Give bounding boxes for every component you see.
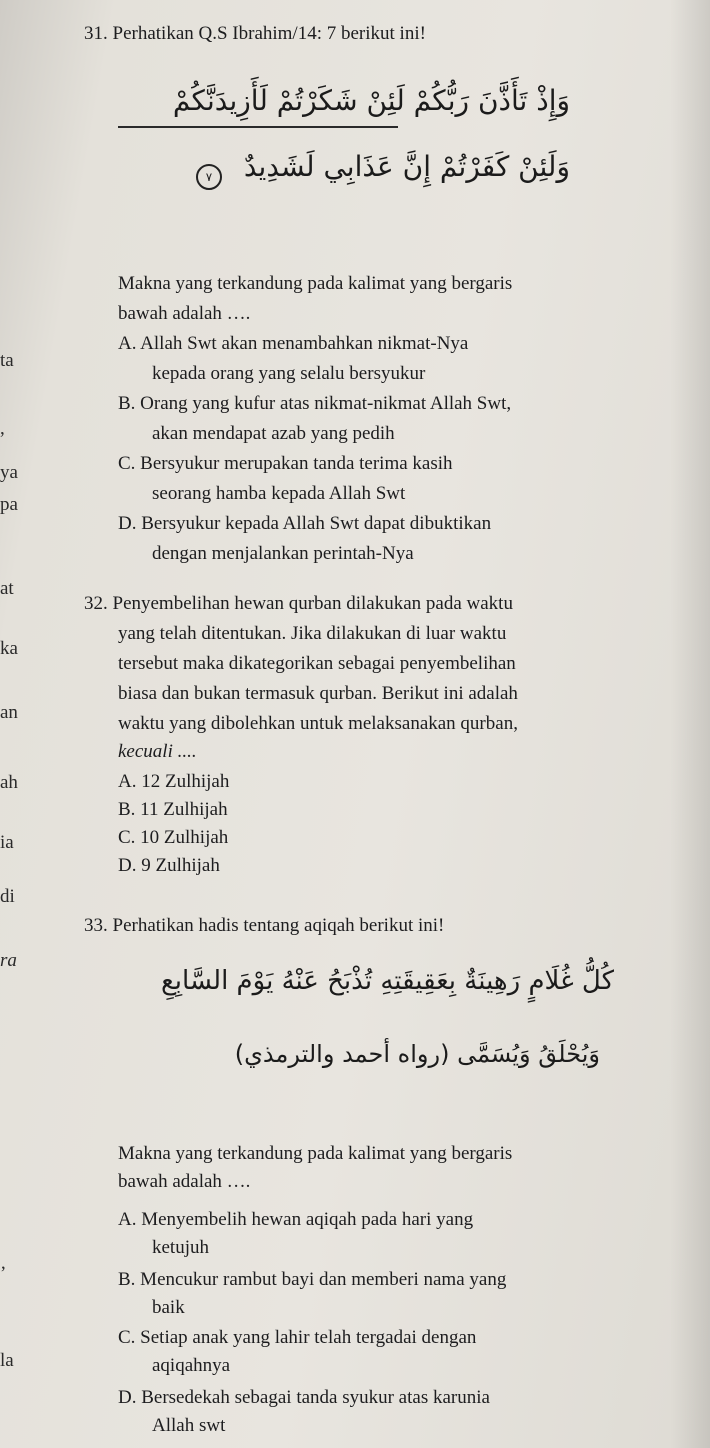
margin-fragment: ah bbox=[0, 772, 18, 793]
margin-fragment: di bbox=[0, 886, 15, 907]
q33-prompt-line-1: Makna yang terkandung pada kalimat yang bergaris bbox=[118, 1143, 513, 1164]
q33-option-d-cont: Allah swt bbox=[152, 1415, 226, 1436]
question-32-line: waktu yang dibolehkan untuk melaksanakan qurban, bbox=[118, 713, 518, 734]
q33-option-a[interactable]: A. Menyembelih hewan aqiqah pada hari yang bbox=[118, 1209, 474, 1230]
question-31-title: 31. Perhatikan Q.S Ibrahim/14: 7 berikut ini! bbox=[84, 23, 426, 44]
question-33-title: 33. Perhatikan hadis tentang aqiqah berikut ini! bbox=[84, 915, 445, 936]
margin-fragment: an bbox=[0, 702, 18, 723]
q31-option-d-cont: dengan menjalankan perintah-Nya bbox=[152, 543, 414, 564]
q33-option-b[interactable]: B. Mencukur rambut bayi dan memberi nama yang bbox=[118, 1269, 507, 1290]
margin-fragment: ra bbox=[0, 950, 17, 971]
margin-fragment: pa bbox=[0, 494, 18, 515]
q32-option-c[interactable]: C. 10 Zulhijah bbox=[118, 827, 229, 848]
margin-fragment: , bbox=[0, 418, 5, 439]
question-32-line: 32. Penyembelihan hewan qurban dilakukan pada waktu bbox=[84, 593, 513, 614]
q31-option-a[interactable]: A. Allah Swt akan menambahkan nikmat-Nya bbox=[118, 333, 469, 354]
arabic-verse-line-2: وَلَئِنْ كَفَرْتُمْ إِنَّ عَذَابِي لَشَدِيدٌ bbox=[243, 150, 570, 183]
question-32-line: kecuali .... bbox=[118, 741, 197, 762]
margin-fragment: ia bbox=[0, 832, 14, 853]
q32-option-a[interactable]: A. 12 Zulhijah bbox=[118, 771, 230, 792]
q32-option-d[interactable]: D. 9 Zulhijah bbox=[118, 855, 220, 876]
margin-fragment: la bbox=[0, 1350, 14, 1371]
arabic-hadith-line-2: وَيُحْلَقُ وَيُسَمَّى (رواه أحمد والترمذي) bbox=[234, 1040, 600, 1068]
q31-option-b[interactable]: B. Orang yang kufur atas nikmat-nikmat Allah Swt, bbox=[118, 393, 512, 414]
q32-option-b[interactable]: B. 11 Zulhijah bbox=[118, 799, 228, 820]
question-32-line: biasa dan bukan termasuk qurban. Berikut ini adalah bbox=[118, 683, 518, 704]
q31-option-a-cont: kepada orang yang selalu bersyukur bbox=[152, 363, 426, 384]
q33-option-c-cont: aqiqahnya bbox=[152, 1355, 231, 1376]
q33-prompt-line-2: bawah adalah …. bbox=[118, 1171, 251, 1192]
q31-prompt-line-1: Makna yang terkandung pada kalimat yang bergaris bbox=[118, 273, 513, 294]
margin-fragment: ya bbox=[0, 462, 18, 483]
q33-option-c[interactable]: C. Setiap anak yang lahir telah tergadai dengan bbox=[118, 1327, 477, 1348]
q31-prompt-line-2: bawah adalah …. bbox=[118, 303, 251, 324]
page-edge-shadow bbox=[670, 0, 710, 1448]
margin-fragment: ta bbox=[0, 350, 14, 371]
arabic-hadith-line-1: كُلُّ غُلَامٍ رَهِينَةٌ بِعَقِيقَتِهِ تُذْبَحُ عَنْهُ يَوْمَ السَّابِعِ bbox=[160, 966, 614, 996]
q33-option-b-cont: baik bbox=[152, 1297, 185, 1318]
arabic-verse-line-1: وَإِذْ تَأَذَّنَ رَبُّكُمْ لَئِنْ شَكَرْتُمْ لَأَزِيدَنَّكُمْ bbox=[172, 84, 570, 117]
q31-option-c-cont: seorang hamba kepada Allah Swt bbox=[152, 483, 406, 504]
verse-underline bbox=[118, 126, 398, 128]
margin-fragment: ʼ bbox=[0, 1263, 7, 1284]
margin-fragment: at bbox=[0, 578, 14, 599]
margin-fragment: ka bbox=[0, 638, 18, 659]
q31-option-c[interactable]: C. Bersyukur merupakan tanda terima kasih bbox=[118, 453, 453, 474]
question-32-line: tersebut maka dikategorikan sebagai penyembelihan bbox=[118, 653, 516, 674]
q31-option-b-cont: akan mendapat azab yang pedih bbox=[152, 423, 395, 444]
q31-option-d[interactable]: D. Bersyukur kepada Allah Swt dapat dibuktikan bbox=[118, 513, 492, 534]
q33-option-a-cont: ketujuh bbox=[152, 1237, 209, 1258]
q33-option-d[interactable]: D. Bersedekah sebagai tanda syukur atas karunia bbox=[118, 1387, 490, 1408]
ayah-number-badge: ٧ bbox=[196, 164, 222, 190]
question-32-line: yang telah ditentukan. Jika dilakukan di luar waktu bbox=[118, 623, 507, 644]
